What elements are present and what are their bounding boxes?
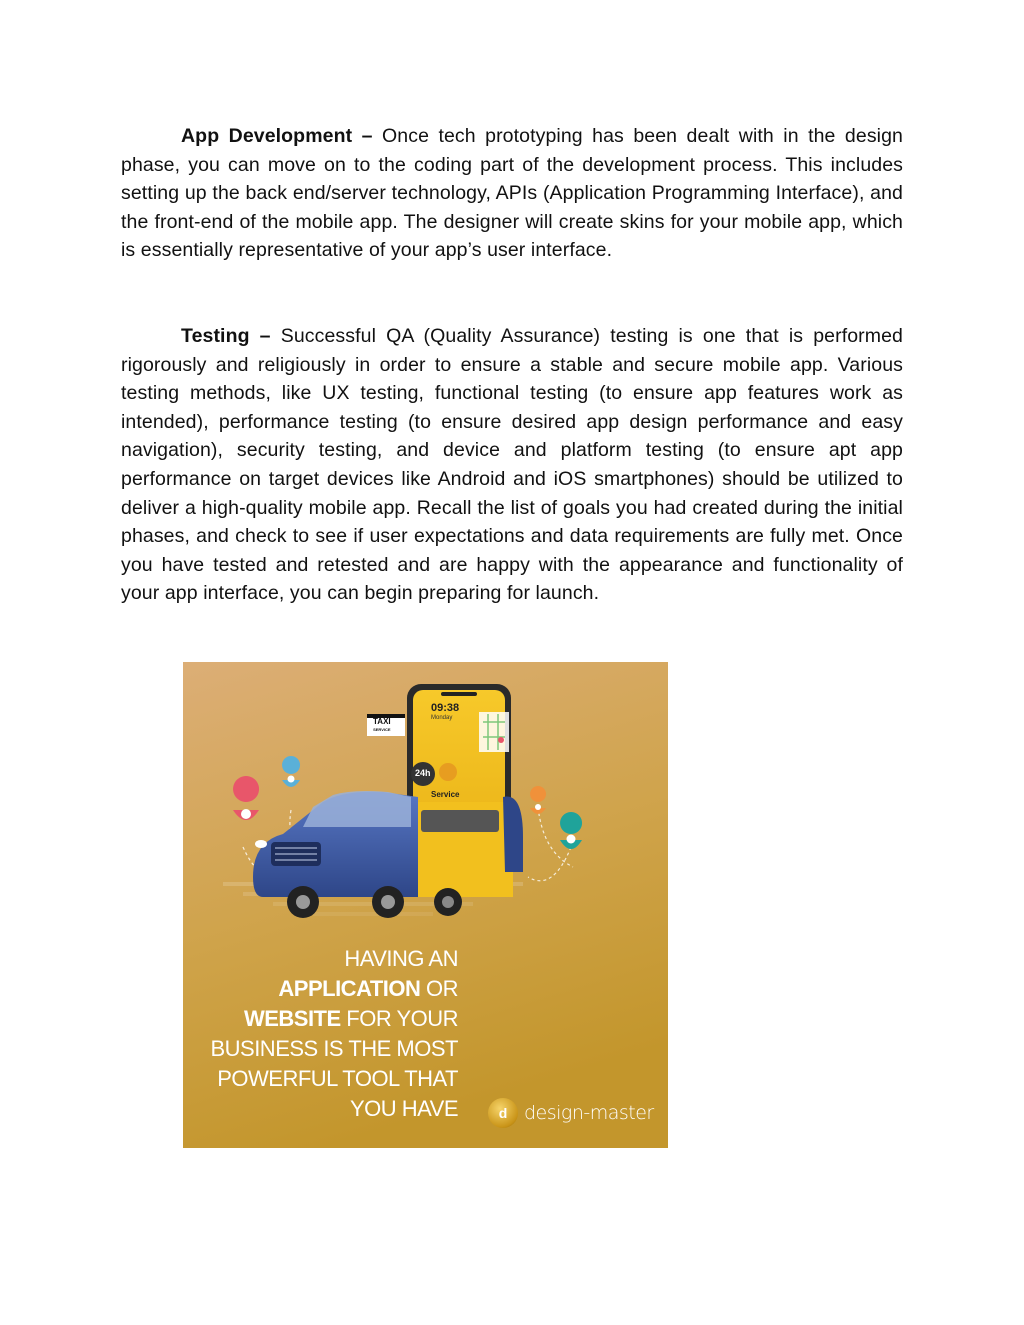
brand-mark [488,1098,654,1128]
taxi-sign-main: TAXI [373,717,391,726]
phone-24h-badge: 24h [415,768,431,778]
taxi-sign-sub: SERVICE [373,727,391,732]
promo-line: WEBSITE FOR YOUR [243,1006,458,1031]
brand-name: design-master [524,1102,654,1124]
paragraph-heading: App Development – [181,125,373,147]
brand-logo-icon: d [488,1098,518,1128]
driver-avatar [439,763,457,781]
promo-line: HAVING AN [344,946,458,971]
promo-headline [210,944,458,1124]
promo-line: APPLICATION OR [278,976,458,1001]
taxi-sign-text [373,718,391,734]
phone-time: 09:38 [431,702,460,714]
mini-map [479,712,509,752]
paragraph-body: Once tech prototyping has been dealt with in the design phase, you can move on to the coding part of the development process. This includes setting up the back end/server technology, APIs (Application Programming Interface), and the front-end of the mobile app. The designer will create skins for your mobile app, which is essentially representative of your app’s user interface. [121,125,903,262]
phone-day: Monday [431,715,453,721]
paragraph-body: Successful QA (Quality Assurance) testing is one that is performed rigorously and religiously in order to ensure a stable and secure mobile app. Various testing methods, like UX testing, functional testing (to ensure app features work as intended), performance testing (to ensure desired app design performance and easy navigation), security testing, and device and platform testing (to ensure apt app performance on target devices like Android and iOS smartphones) should be utilized to deliver a high-quality mobile app. Recall the list of goals you had created during the initial phases, and check to see if user expectations and data requirements are fully met. Once you have tested and retested and are happy with the appearance and functionality of your app interface, you can begin preparing for launch. [121,325,903,605]
paragraph-testing [121,322,903,608]
promo-line: YOU HAVE [349,1096,458,1121]
promo-illustration [183,662,668,1148]
paragraph-heading: Testing – [181,325,271,347]
promo-line: POWERFUL TOOL THAT [217,1066,458,1091]
paragraph-app-development [121,122,903,265]
promo-line: BUSINESS IS THE MOST [210,1036,458,1061]
phone-service-label: Service [431,790,460,799]
